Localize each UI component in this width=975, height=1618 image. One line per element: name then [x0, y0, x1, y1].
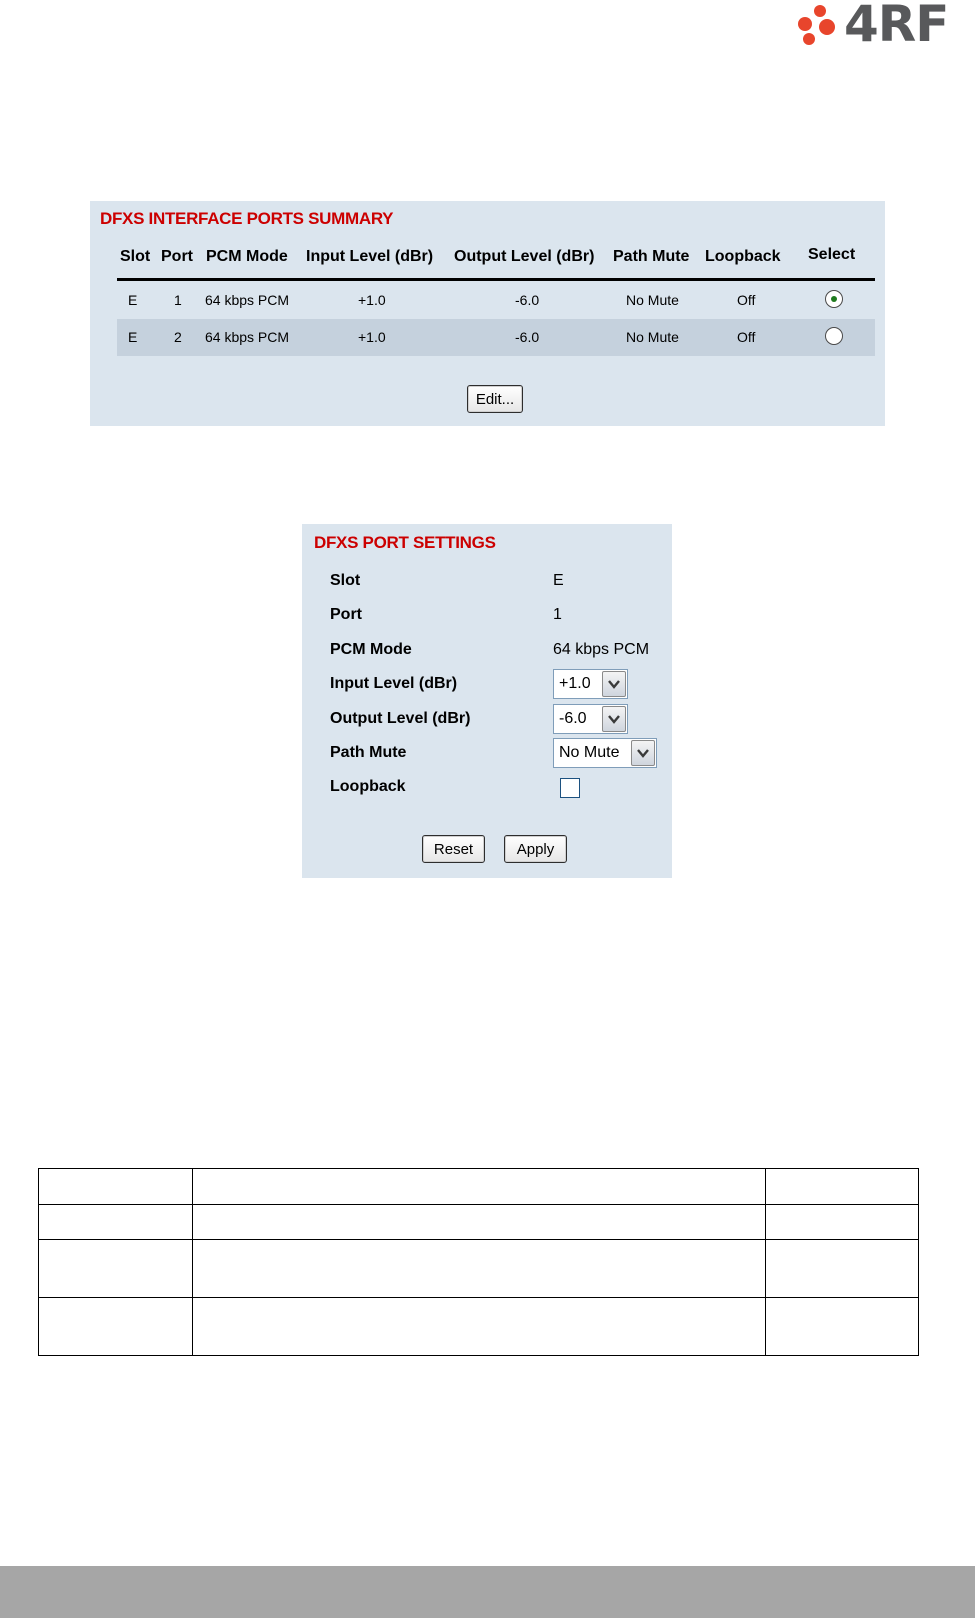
brand-logo — [792, 0, 968, 53]
select-radio-port-2[interactable] — [825, 327, 843, 345]
table-row — [39, 1205, 919, 1240]
apply-button[interactable]: Apply — [504, 835, 567, 863]
pcm-mode-value: 64 kbps PCM — [553, 641, 650, 658]
cell-output-level: -6.0 — [515, 292, 540, 308]
cell-path-mute: No Mute — [626, 292, 679, 308]
header-loopback: Loopback — [705, 248, 781, 265]
table-cell — [39, 1169, 193, 1205]
input-level-select[interactable] — [553, 669, 628, 699]
table-cell — [193, 1169, 766, 1205]
table-cell — [193, 1240, 766, 1298]
cell-port: 1 — [174, 292, 182, 308]
path-mute-label: Path Mute — [330, 744, 407, 761]
cell-loopback: Off — [737, 329, 756, 345]
table-cell — [39, 1240, 193, 1298]
output-level-select[interactable] — [553, 704, 628, 734]
table-cell — [193, 1298, 766, 1356]
cell-loopback: Off — [737, 292, 756, 308]
chevron-down-icon[interactable] — [631, 740, 655, 766]
port-value: 1 — [553, 606, 562, 623]
header-input-level: Input Level (dBr) — [306, 248, 434, 265]
table-cell — [766, 1240, 919, 1298]
page-footer-bar — [0, 1566, 975, 1618]
pcm-mode-label: PCM Mode — [330, 641, 412, 658]
cell-slot: E — [128, 329, 138, 345]
ports-summary-panel — [90, 201, 885, 426]
port-settings-panel — [302, 524, 672, 878]
chevron-down-icon[interactable] — [602, 671, 626, 697]
table-cell — [39, 1298, 193, 1356]
table-row — [39, 1169, 919, 1205]
logo-dots-icon — [792, 2, 844, 46]
header-slot: Slot — [120, 248, 151, 265]
table-cell — [766, 1205, 919, 1240]
loopback-label: Loopback — [330, 778, 406, 795]
edit-button[interactable]: Edit... — [467, 385, 523, 413]
table-row — [117, 319, 875, 356]
port-label: Port — [330, 606, 362, 623]
cell-input-level: +1.0 — [358, 292, 386, 308]
path-mute-select[interactable] — [553, 738, 657, 768]
table-row — [39, 1240, 919, 1298]
header-pcm-mode: PCM Mode — [206, 248, 288, 265]
settings-title: DFXS PORT SETTINGS — [314, 533, 496, 552]
path-mute-value: No Mute — [559, 744, 620, 761]
cell-port: 2 — [174, 329, 182, 345]
table-row — [117, 282, 875, 319]
table-cell — [193, 1205, 766, 1240]
logo-text: 4RF — [844, 0, 949, 53]
header-output-level: Output Level (dBr) — [454, 248, 595, 265]
input-level-label: Input Level (dBr) — [330, 675, 458, 692]
table-cell — [766, 1169, 919, 1205]
reset-button[interactable]: Reset — [422, 835, 485, 863]
chevron-down-icon[interactable] — [602, 706, 626, 732]
table-row — [39, 1298, 919, 1356]
output-level-label: Output Level (dBr) — [330, 710, 471, 727]
summary-title: DFXS INTERFACE PORTS SUMMARY — [100, 209, 394, 228]
cell-path-mute: No Mute — [626, 329, 679, 345]
header-port: Port — [161, 248, 193, 265]
slot-value: E — [553, 572, 564, 589]
document-table — [38, 1168, 919, 1356]
output-level-value: -6.0 — [559, 710, 587, 727]
cell-output-level: -6.0 — [515, 329, 540, 345]
loopback-checkbox[interactable] — [560, 778, 580, 798]
input-level-value: +1.0 — [559, 675, 591, 692]
header-path-mute: Path Mute — [613, 248, 690, 265]
cell-pcm-mode: 64 kbps PCM — [205, 292, 290, 308]
header-divider — [117, 278, 875, 281]
slot-label: Slot — [330, 572, 361, 589]
cell-input-level: +1.0 — [358, 329, 386, 345]
table-cell — [766, 1298, 919, 1356]
table-cell — [39, 1205, 193, 1240]
cell-pcm-mode: 64 kbps PCM — [205, 329, 290, 345]
cell-slot: E — [128, 292, 138, 308]
header-select: Select — [808, 246, 856, 263]
select-radio-port-1[interactable] — [825, 290, 843, 308]
